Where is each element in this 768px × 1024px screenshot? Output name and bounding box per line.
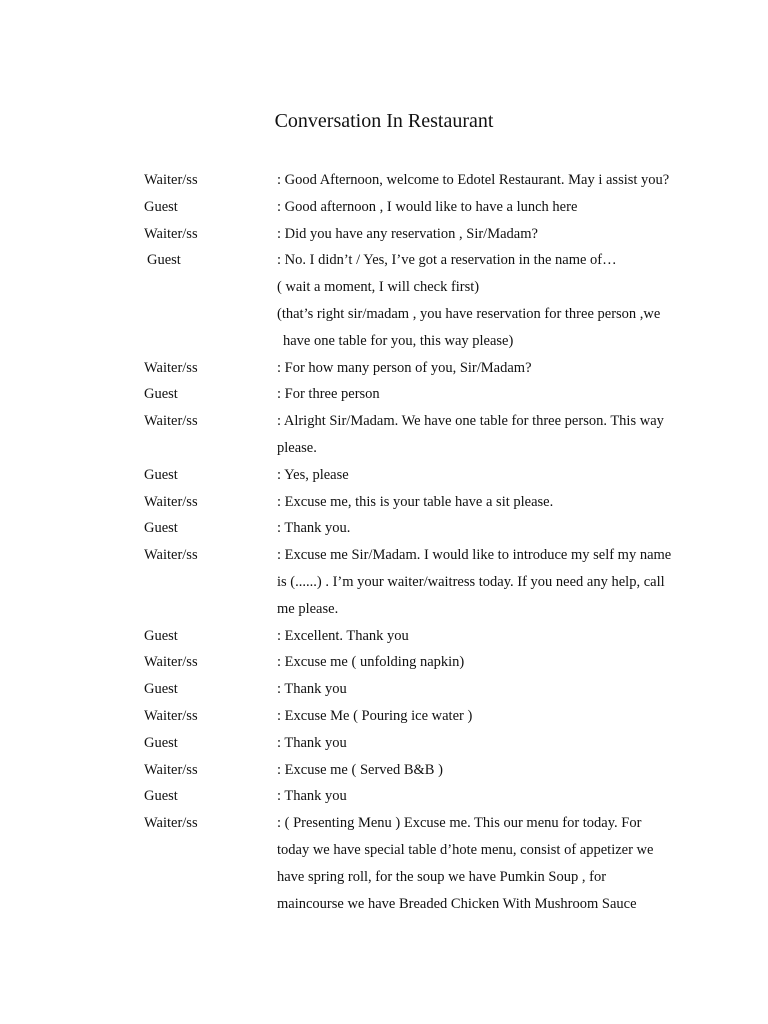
speaker-label: Guest xyxy=(144,788,178,805)
speaker-label: Guest xyxy=(144,681,178,698)
dialogue-row xyxy=(144,676,679,703)
dialogue-row xyxy=(144,194,679,221)
dialogue-text xyxy=(277,221,679,248)
dialogue-line: : Thank you xyxy=(277,681,347,698)
dialogue-line: maincourse we have Breaded Chicken With Mushroom Sauce xyxy=(277,895,637,912)
speaker-label: Waiter/ss xyxy=(144,815,198,832)
dialogue-row xyxy=(144,221,679,248)
dialogue-text xyxy=(277,381,679,408)
dialogue-row xyxy=(144,649,679,676)
dialogue-row xyxy=(144,381,679,408)
dialogue-line: : Excuse me ( Served B&B ) xyxy=(277,761,443,778)
dialogue-text xyxy=(277,489,679,516)
dialogue-line: : Good Afternoon, welcome to Edotel Restaurant. May i assist you? xyxy=(277,172,670,188)
dialogue-line: : No. I didn’t / Yes, I’ve got a reservation in the name of… xyxy=(277,252,617,269)
dialogue-text xyxy=(277,355,679,382)
dialogue-text xyxy=(277,462,679,489)
speaker-label: Waiter/ss xyxy=(144,761,198,778)
dialogue-line: : Excuse Me ( Pouring ice water ) xyxy=(277,707,473,724)
dialogue-line: : Thank you. xyxy=(277,520,351,537)
dialogue-line: : Excellent. Thank you xyxy=(277,627,409,644)
dialogue-line: today we have special table d’hote menu, consist of appetizer we xyxy=(277,841,654,858)
dialogue-text xyxy=(277,194,679,221)
dialogue-text xyxy=(277,542,679,622)
dialogue-row xyxy=(144,783,679,810)
dialogue-text xyxy=(277,515,679,542)
dialogue-list xyxy=(144,167,679,917)
dialogue-row xyxy=(144,489,679,516)
dialogue-row xyxy=(144,408,679,462)
dialogue-text xyxy=(277,676,679,703)
dialogue-line: please. xyxy=(277,439,317,456)
speaker-label: Guest xyxy=(144,520,178,537)
speaker-label: Waiter/ss xyxy=(144,654,198,671)
dialogue-text xyxy=(277,703,679,730)
speaker-label: Guest xyxy=(144,734,178,751)
dialogue-text xyxy=(277,757,679,784)
speaker-label: Guest xyxy=(144,386,178,403)
dialogue-text xyxy=(277,730,679,757)
dialogue-row xyxy=(144,167,679,194)
dialogue-line: : Did you have any reservation , Sir/Madam? xyxy=(277,225,538,242)
dialogue-row xyxy=(144,703,679,730)
speaker-label: Waiter/ss xyxy=(144,547,198,564)
dialogue-line: : For how many person of you, Sir/Madam? xyxy=(277,359,532,376)
speaker-label: Waiter/ss xyxy=(144,707,198,724)
dialogue-text xyxy=(277,623,679,650)
dialogue-line: have one table for you, this way please) xyxy=(283,332,514,349)
dialogue-line: : ( Presenting Menu ) Excuse me. This our menu for today. For xyxy=(277,815,642,832)
speaker-label: Guest xyxy=(144,198,178,215)
dialogue-row xyxy=(144,542,679,622)
dialogue-row xyxy=(144,462,679,489)
speaker-label: Guest xyxy=(147,252,181,269)
dialogue-line: : Good afternoon , I would like to have a lunch here xyxy=(277,198,578,215)
speaker-label: Waiter/ss xyxy=(144,493,198,510)
speaker-label: Guest xyxy=(144,466,178,483)
speaker-label: Waiter/ss xyxy=(144,413,198,430)
dialogue-line: is (......) . I’m your waiter/waitress today. If you need any help, call xyxy=(277,573,665,590)
dialogue-line: (that’s right sir/madam , you have reservation for three person ,we xyxy=(277,305,661,322)
dialogue-line: : Excuse me, this is your table have a sit please. xyxy=(277,493,554,510)
dialogue-line: me please. xyxy=(277,600,339,617)
dialogue-line: : Excuse me ( unfolding napkin) xyxy=(277,654,465,671)
dialogue-line: : Thank you xyxy=(277,734,347,751)
dialogue-line: : For three person xyxy=(277,386,380,403)
document-title: Conversation In Restaurant xyxy=(274,110,494,132)
dialogue-text xyxy=(277,167,679,194)
dialogue-line: : Yes, please xyxy=(277,466,349,483)
dialogue-text xyxy=(277,810,679,917)
dialogue-line: : Excuse me Sir/Madam. I would like to introduce my self my name xyxy=(277,547,672,564)
dialogue-text xyxy=(277,247,679,354)
speaker-label: Waiter/ss xyxy=(144,225,198,242)
speaker-label: Waiter/ss xyxy=(144,359,198,376)
dialogue-line: : Alright Sir/Madam. We have one table for three person. This way xyxy=(277,413,664,430)
dialogue-row xyxy=(144,355,679,382)
dialogue-row xyxy=(144,757,679,784)
dialogue-row xyxy=(144,810,679,917)
dialogue-row xyxy=(144,247,679,354)
dialogue-text xyxy=(277,649,679,676)
dialogue-line: ( wait a moment, I will check first) xyxy=(277,279,480,296)
speaker-label: Guest xyxy=(144,627,178,644)
dialogue-row xyxy=(144,515,679,542)
dialogue-text xyxy=(277,408,679,462)
dialogue-line: have spring roll, for the soup we have Pumkin Soup , for xyxy=(277,868,607,885)
speaker-label: Waiter/ss xyxy=(144,172,198,188)
dialogue-line: : Thank you xyxy=(277,788,347,805)
dialogue-row xyxy=(144,623,679,650)
dialogue-text xyxy=(277,783,679,810)
dialogue-row xyxy=(144,730,679,757)
